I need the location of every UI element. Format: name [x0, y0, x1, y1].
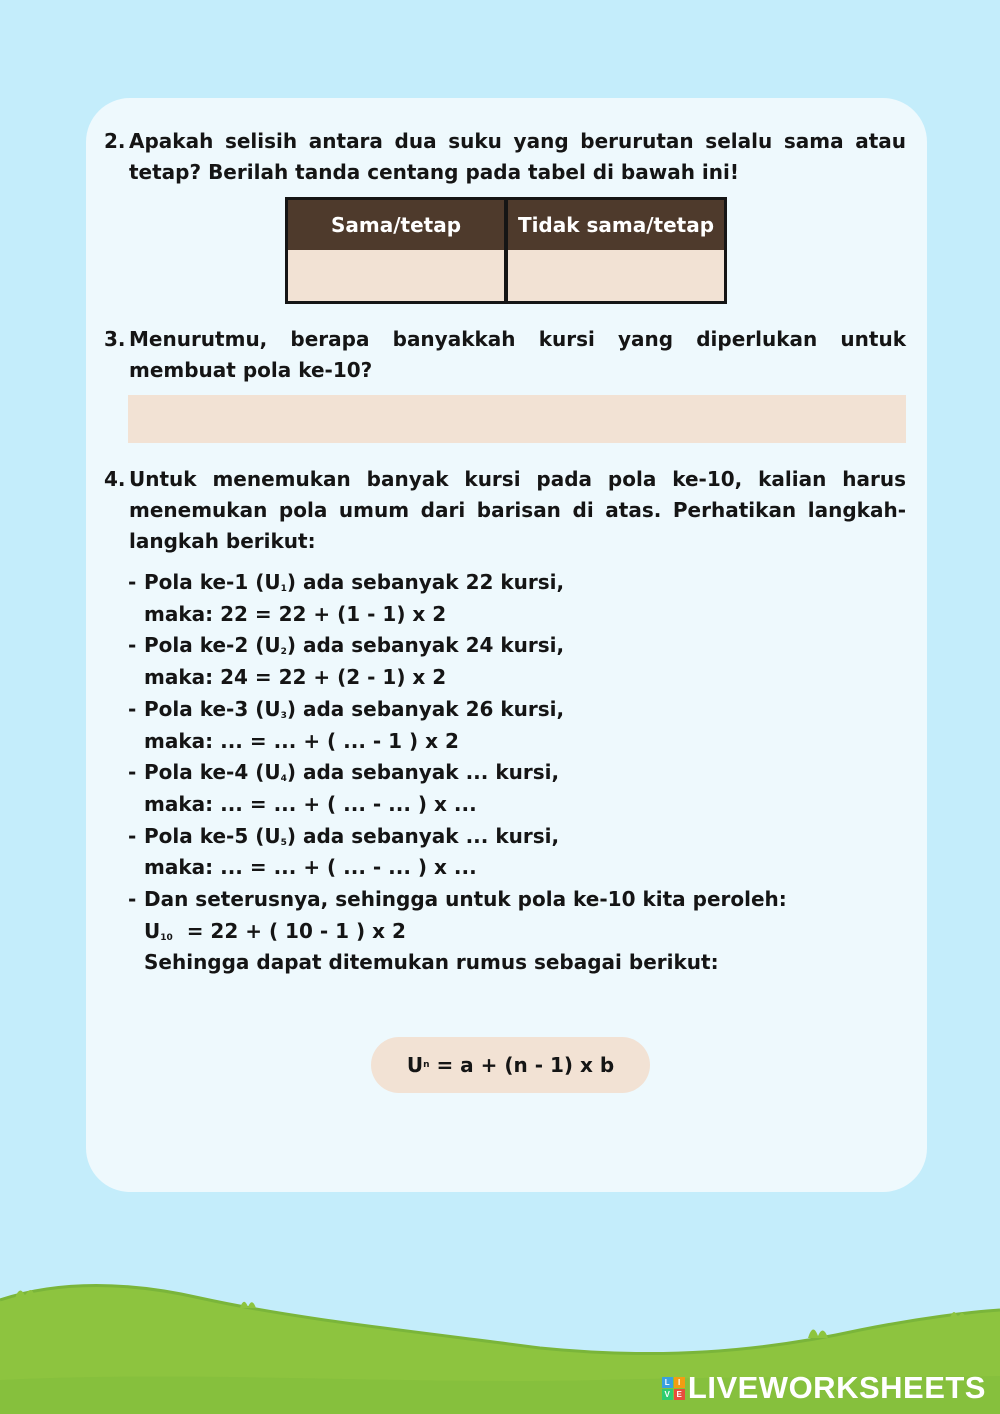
answer-input-box[interactable] [128, 395, 906, 443]
brand-text: LIVEWORKSHEETS [687, 1370, 986, 1405]
liveworksheets-logo [662, 1370, 986, 1406]
steps-list [128, 567, 888, 979]
step-equation: maka: 24 = 22 + (2 - 1) x 2 [144, 665, 447, 690]
step-item [128, 694, 888, 757]
step-equation: maka: 22 = 22 + (1 - 1) x 2 [144, 601, 447, 626]
u10-equation: $U_{10} = 22$ + ( 10 - 1 ) x 2 [144, 918, 406, 943]
table-header: Sama/tetap [288, 200, 504, 250]
question-3 [104, 324, 906, 386]
step-final [128, 884, 888, 979]
bullet-dash: - [128, 887, 137, 912]
step-line: Pola ke-1 $(U_1)$ ada sebanyak 22 kursi, [144, 570, 565, 594]
bullet-dash: - [128, 570, 137, 594]
answer-cell-same[interactable] [288, 250, 504, 301]
check-table [285, 197, 727, 304]
question-text: Menurutmu, berapa banyakkah kursi yang diperlukan untuk membuat pola ke-10? [129, 327, 906, 382]
question-text: Untuk menemukan banyak kursi pada pola ke-10, kalian harus menemukan pola umum dari barisan di atas. Perhatikan langkah-langkah berikut: [129, 467, 906, 553]
step-line: Pola ke-3 $(U_3)$ ada sebanyak 26 kursi, [144, 696, 565, 721]
bullet-dash: - [128, 823, 137, 848]
step-item [128, 821, 888, 884]
step-equation: maka: ... = ... + ( ... - ... ) x ... [144, 791, 477, 816]
question-number: 2. [104, 129, 126, 153]
step-item [128, 630, 888, 693]
step-equation: maka: ... = ... + ( ... - ... ) x ... [144, 855, 477, 880]
table-column [288, 200, 504, 301]
bullet-dash: - [128, 760, 137, 785]
question-2 [104, 126, 906, 188]
table-column [504, 200, 724, 301]
table-header: Tidak sama/tetap [508, 200, 724, 250]
step-line: Pola ke-4 $(U_4)$ ada sebanyak ... kursi, [144, 760, 560, 785]
step-item [128, 567, 888, 630]
question-number: 4. [104, 467, 126, 491]
question-text: Apakah selisih antara dua suku yang berurutan selalu sama atau tetap? Berilah tanda centang pada tabel di bawah ini! [129, 129, 906, 184]
logo-icon: L I V E [662, 1377, 685, 1400]
step-line: Pola ke-2 $(U_2)$ ada sebanyak 24 kursi, [144, 633, 565, 658]
question-4 [104, 464, 906, 557]
conclusion-line: Sehingga dapat ditemukan rumus sebagai berikut: [144, 950, 719, 975]
step-line: Pola ke-5 $(U_5)$ ada sebanyak ... kursi, [144, 823, 560, 848]
final-line: Dan seterusnya, sehingga untuk pola ke-10 kita peroleh: [144, 887, 787, 912]
general-formula: U n = a + (n - 1) x b [371, 1037, 650, 1093]
question-number: 3. [104, 327, 126, 351]
bullet-dash: - [128, 633, 137, 658]
step-item [128, 757, 888, 820]
step-equation: maka: ... = ... + ( ... - 1 ) x 2 [144, 728, 459, 753]
bullet-dash: - [128, 696, 137, 721]
answer-cell-not-same[interactable] [508, 250, 724, 301]
